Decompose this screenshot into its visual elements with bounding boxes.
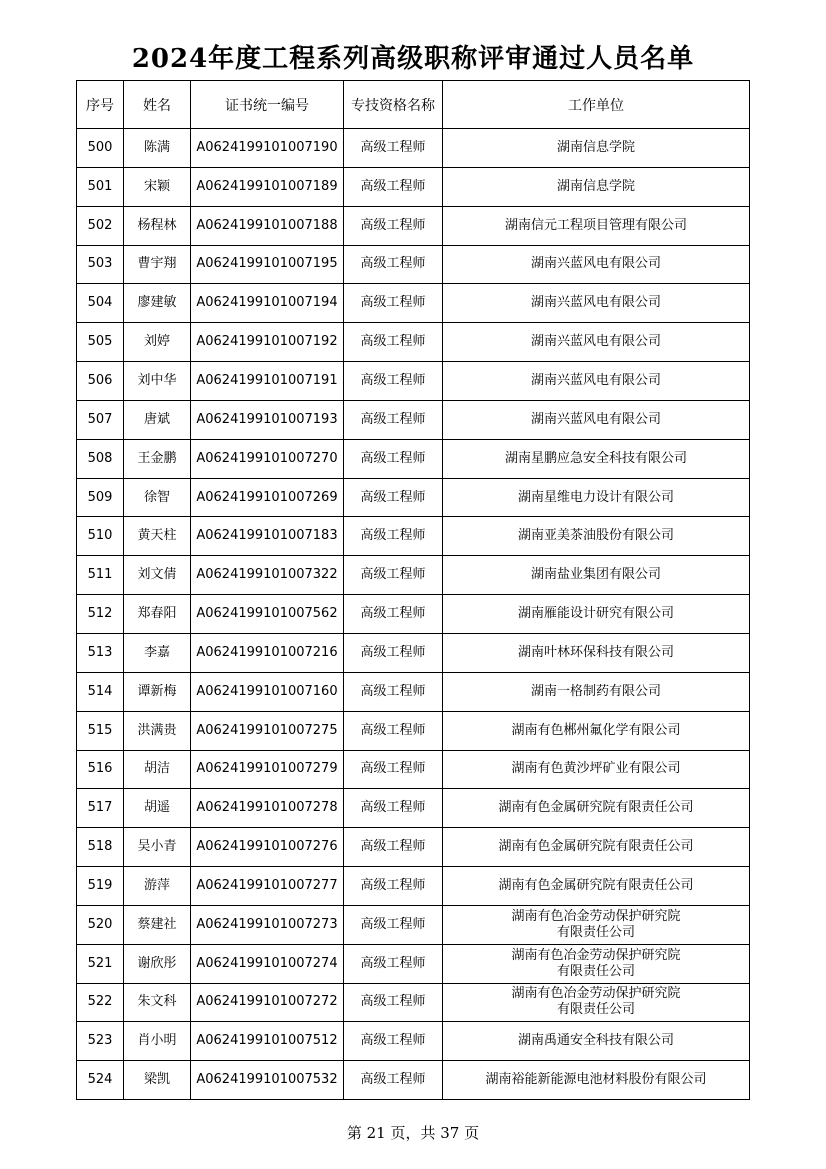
cell-name: 黄天柱 (124, 517, 191, 556)
cell-org (443, 672, 750, 711)
cell-qual: 高级工程师 (344, 323, 443, 362)
cell-org-line: 湖南信息学院 (556, 139, 635, 155)
cell-name: 唐斌 (124, 400, 191, 439)
cell-org (443, 595, 750, 634)
cell-org (443, 206, 750, 245)
cell-seq: 506 (77, 362, 124, 401)
cell-org (443, 983, 750, 1022)
cell-name: 梁凯 (124, 1061, 191, 1100)
cell-name: 李嘉 (124, 633, 191, 672)
table-row (77, 828, 750, 867)
cell-org-line: 湖南兴蓝风电有限公司 (530, 372, 661, 388)
table-row (77, 905, 750, 944)
cell-org-line: 湖南叶林环保科技有限公司 (517, 644, 674, 660)
table-row (77, 362, 750, 401)
cell-qual: 高级工程师 (344, 556, 443, 595)
cell-cert: A0624199101007322 (191, 556, 344, 595)
table-row (77, 711, 750, 750)
cell-qual: 高级工程师 (344, 595, 443, 634)
cell-org-line: 湖南信元工程项目管理有限公司 (504, 217, 687, 233)
column-header-seq: 序号 (77, 81, 124, 129)
table-row (77, 206, 750, 245)
cell-seq: 503 (77, 245, 124, 284)
cell-qual: 高级工程师 (344, 711, 443, 750)
cell-org-line: 湖南有色黄沙坪矿业有限公司 (511, 761, 681, 777)
cell-org (443, 517, 750, 556)
cell-cert: A0624199101007272 (191, 983, 344, 1022)
cell-cert: A0624199101007192 (191, 323, 344, 362)
cell-qual: 高级工程师 (344, 129, 443, 168)
table-body (77, 129, 750, 1100)
cell-seq: 524 (77, 1061, 124, 1100)
cell-name: 谭新梅 (124, 672, 191, 711)
cell-qual: 高级工程师 (344, 905, 443, 944)
cell-org-line: 有限责任公司 (556, 1002, 635, 1018)
cell-qual: 高级工程师 (344, 944, 443, 983)
cell-org (443, 400, 750, 439)
page-footer: 第 21 页，共 37 页 (346, 1124, 480, 1142)
cell-org (443, 323, 750, 362)
table-row (77, 439, 750, 478)
cell-seq: 522 (77, 983, 124, 1022)
table-row (77, 1061, 750, 1100)
cell-cert: A0624199101007183 (191, 517, 344, 556)
cell-name: 廖建敏 (124, 284, 191, 323)
table-row (77, 789, 750, 828)
cell-org (443, 478, 750, 517)
table-row (77, 750, 750, 789)
cell-org-line: 有限责任公司 (556, 963, 635, 979)
cell-qual: 高级工程师 (344, 284, 443, 323)
cell-qual: 高级工程师 (344, 672, 443, 711)
cell-org (443, 867, 750, 906)
cell-org-line: 湖南星维电力设计有限公司 (517, 489, 674, 505)
cell-org-line: 湖南盐业集团有限公司 (530, 567, 661, 583)
table-row (77, 867, 750, 906)
cell-org-line: 湖南兴蓝风电有限公司 (530, 256, 661, 272)
cell-seq: 518 (77, 828, 124, 867)
table-row (77, 556, 750, 595)
cell-seq: 519 (77, 867, 124, 906)
cell-qual: 高级工程师 (344, 750, 443, 789)
cell-org-line: 湖南雁能设计研究有限公司 (517, 606, 674, 622)
table-row (77, 284, 750, 323)
cell-cert: A0624199101007279 (191, 750, 344, 789)
column-header-org: 工作单位 (443, 81, 750, 129)
cell-seq: 512 (77, 595, 124, 634)
cell-org-line: 湖南兴蓝风电有限公司 (530, 334, 661, 350)
cell-seq: 502 (77, 206, 124, 245)
cell-cert: A0624199101007273 (191, 905, 344, 944)
cell-org (443, 905, 750, 944)
cell-qual: 高级工程师 (344, 983, 443, 1022)
cell-org-line: 湖南有色金属研究院有限责任公司 (498, 839, 694, 855)
cell-org-line: 湖南裕能新能源电池材料股份有限公司 (485, 1072, 707, 1088)
cell-org (443, 245, 750, 284)
cell-qual: 高级工程师 (344, 478, 443, 517)
cell-qual: 高级工程师 (344, 400, 443, 439)
cell-name: 胡洁 (124, 750, 191, 789)
cell-org (443, 633, 750, 672)
cell-org-line: 湖南有色冶金劳动保护研究院 (511, 947, 681, 963)
cell-org (443, 167, 750, 206)
cell-name: 肖小明 (124, 1022, 191, 1061)
cell-org (443, 789, 750, 828)
cell-seq: 520 (77, 905, 124, 944)
cell-org-line: 湖南星鹏应急安全科技有限公司 (504, 450, 687, 466)
cell-org (443, 439, 750, 478)
cell-org (443, 556, 750, 595)
cell-cert: A0624199101007562 (191, 595, 344, 634)
cell-seq: 515 (77, 711, 124, 750)
cell-org-line: 湖南亚美茶油股份有限公司 (517, 528, 674, 544)
cell-qual: 高级工程师 (344, 1061, 443, 1100)
cell-qual: 高级工程师 (344, 1022, 443, 1061)
cell-qual: 高级工程师 (344, 206, 443, 245)
page-title: 2024年度工程系列高级职称评审通过人员名单 (131, 44, 695, 74)
cell-seq: 521 (77, 944, 124, 983)
cell-name: 蔡建社 (124, 905, 191, 944)
table-header-row (77, 81, 750, 129)
cell-seq: 516 (77, 750, 124, 789)
cell-cert: A0624199101007269 (191, 478, 344, 517)
cell-qual: 高级工程师 (344, 362, 443, 401)
cell-org-line: 湖南信息学院 (556, 178, 635, 194)
table-row (77, 983, 750, 1022)
cell-cert: A0624199101007532 (191, 1061, 344, 1100)
table-row (77, 400, 750, 439)
column-header-name: 姓名 (124, 81, 191, 129)
cell-name: 王金鹏 (124, 439, 191, 478)
cell-cert: A0624199101007195 (191, 245, 344, 284)
cell-cert: A0624199101007512 (191, 1022, 344, 1061)
cell-org (443, 828, 750, 867)
cell-org (443, 944, 750, 983)
cell-name: 曹宇翔 (124, 245, 191, 284)
cell-qual: 高级工程师 (344, 517, 443, 556)
cell-seq: 513 (77, 633, 124, 672)
cell-org-line: 湖南有色金属研究院有限责任公司 (498, 877, 694, 893)
cell-cert: A0624199101007277 (191, 867, 344, 906)
cell-seq: 510 (77, 517, 124, 556)
cell-org-line: 有限责任公司 (556, 924, 635, 940)
cell-org (443, 1022, 750, 1061)
cell-qual: 高级工程师 (344, 167, 443, 206)
cell-qual: 高级工程师 (344, 439, 443, 478)
column-header-cert: 证书统一编号 (191, 81, 344, 129)
cell-name: 洪满贵 (124, 711, 191, 750)
cell-cert: A0624199101007188 (191, 206, 344, 245)
cell-org (443, 1061, 750, 1100)
cell-cert: A0624199101007193 (191, 400, 344, 439)
cell-name: 吴小青 (124, 828, 191, 867)
personnel-table (76, 80, 750, 1100)
cell-cert: A0624199101007190 (191, 129, 344, 168)
cell-cert: A0624199101007275 (191, 711, 344, 750)
cell-org-line: 湖南有色金属研究院有限责任公司 (498, 800, 694, 816)
table-row (77, 129, 750, 168)
cell-name: 陈满 (124, 129, 191, 168)
cell-org-line: 湖南一格制药有限公司 (530, 683, 661, 699)
cell-org-line: 湖南有色冶金劳动保护研究院 (511, 908, 681, 924)
cell-cert: A0624199101007270 (191, 439, 344, 478)
cell-org (443, 711, 750, 750)
cell-cert: A0624199101007191 (191, 362, 344, 401)
cell-name: 宋颖 (124, 167, 191, 206)
cell-name: 郑春阳 (124, 595, 191, 634)
cell-seq: 500 (77, 129, 124, 168)
cell-org (443, 284, 750, 323)
cell-seq: 508 (77, 439, 124, 478)
cell-cert: A0624199101007160 (191, 672, 344, 711)
cell-name: 朱文科 (124, 983, 191, 1022)
cell-name: 胡遥 (124, 789, 191, 828)
table-row (77, 245, 750, 284)
cell-seq: 514 (77, 672, 124, 711)
table-row (77, 633, 750, 672)
cell-org (443, 362, 750, 401)
column-header-qual: 专技资格名称 (344, 81, 443, 129)
cell-name: 徐智 (124, 478, 191, 517)
cell-cert: A0624199101007274 (191, 944, 344, 983)
cell-cert: A0624199101007189 (191, 167, 344, 206)
cell-org (443, 750, 750, 789)
cell-cert: A0624199101007194 (191, 284, 344, 323)
cell-seq: 504 (77, 284, 124, 323)
table-row (77, 1022, 750, 1061)
table-row (77, 672, 750, 711)
cell-seq: 505 (77, 323, 124, 362)
cell-org-line: 湖南兴蓝风电有限公司 (530, 411, 661, 427)
cell-qual: 高级工程师 (344, 633, 443, 672)
table-row (77, 323, 750, 362)
cell-seq: 511 (77, 556, 124, 595)
table-row (77, 595, 750, 634)
cell-name: 游萍 (124, 867, 191, 906)
table-row (77, 517, 750, 556)
cell-qual: 高级工程师 (344, 867, 443, 906)
cell-cert: A0624199101007276 (191, 828, 344, 867)
table-row (77, 944, 750, 983)
table-row (77, 478, 750, 517)
cell-seq: 509 (77, 478, 124, 517)
cell-qual: 高级工程师 (344, 245, 443, 284)
cell-org-line: 湖南兴蓝风电有限公司 (530, 295, 661, 311)
cell-seq: 501 (77, 167, 124, 206)
cell-name: 刘婷 (124, 323, 191, 362)
cell-seq: 517 (77, 789, 124, 828)
cell-seq: 523 (77, 1022, 124, 1061)
cell-qual: 高级工程师 (344, 828, 443, 867)
cell-org (443, 129, 750, 168)
cell-qual: 高级工程师 (344, 789, 443, 828)
table-row (77, 167, 750, 206)
cell-org-line: 湖南有色冶金劳动保护研究院 (511, 986, 681, 1002)
cell-cert: A0624199101007216 (191, 633, 344, 672)
cell-org-line: 湖南有色郴州氟化学有限公司 (511, 722, 681, 738)
cell-name: 刘文倩 (124, 556, 191, 595)
cell-name: 杨程林 (124, 206, 191, 245)
cell-org-line: 湖南禹通安全科技有限公司 (517, 1033, 674, 1049)
cell-name: 刘中华 (124, 362, 191, 401)
cell-seq: 507 (77, 400, 124, 439)
cell-name: 谢欣彤 (124, 944, 191, 983)
cell-cert: A0624199101007278 (191, 789, 344, 828)
